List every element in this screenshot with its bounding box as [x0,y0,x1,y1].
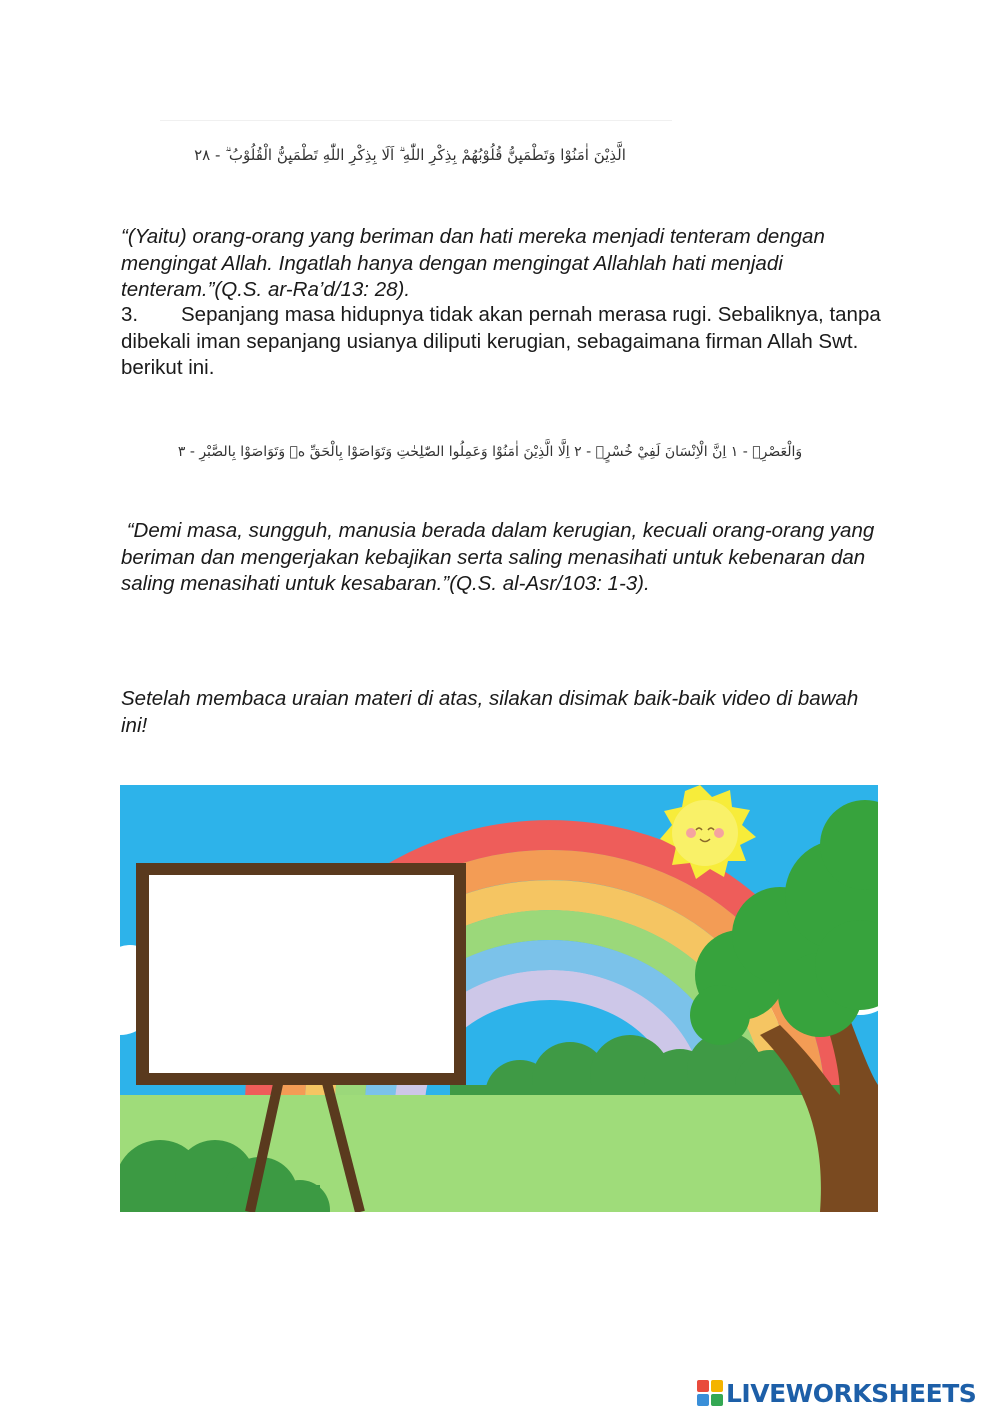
point-3-paragraph [121,302,881,382]
whiteboard-surface [149,875,454,1073]
video-player[interactable] [120,785,878,1212]
translation-al-asr: “Demi masa, sungguh, manusia berada dalam kerugian, kecuali orang-orang yang beriman dan mengerjakan kebajikan serta saling menasihati untuk kebenaran dan saling menasihati untuk kesabaran.”(Q.S. al-Asr/103: 1-3). [121,519,880,595]
point-3-text: Sepanjang masa hidupnya tidak akan pernah merasa rugi. Sebaliknya, tanpa dibekali iman sepanjang usianya diliputi kerugian, sebagaimana firman Allah Swt. berikut ini. [121,303,881,379]
video-thumbnail-illustration [120,785,878,1212]
logo-square-green [711,1394,723,1406]
arabic-verse-al-asr: وَالْعَصْرِۙ - ١ اِنَّ الْاِنْسَانَ لَفِيْ خُسْرٍۙ - ٢ اِلَّا الَّذِيْنَ اٰمَنُوْا وَعَمِلُوا الصّٰلِحٰتِ وَتَوَاصَوْا بِالْحَقِّ ەۙ وَتَوَاصَوْا بِالصَّبْرِ - ٣ [177,444,803,460]
logo-square-yellow [711,1380,723,1392]
liveworksheets-branding[interactable] [697,1377,976,1409]
logo-square-blue [697,1394,709,1406]
point-3-number: 3. [121,303,139,326]
arabic-verse-ar-rad: الَّذِيْنَ اٰمَنُوْا وَتَطْمَىِٕنُّ قُلُوْبُهُمْ بِذِكْرِ اللّٰهِ ۗ اَلَا بِذِكْرِ اللّٰهِ تَطْمَىِٕنُّ الْقُلُوْبُ ۗ - ٢٨ [194,146,626,164]
translation-ar-rad: “(Yaitu) orang-orang yang beriman dan hati mereka menjadi tenteram dengan mengingat Allah. Ingatlah hanya dengan mengingat Allahlah hati menjadi tenteram.”(Q.S. ar-Ra’d/13: 28). [121,225,825,301]
logo-square-red [697,1380,709,1392]
liveworksheets-logo-icon [697,1380,723,1406]
divider-line [160,120,672,121]
brand-name: LIVEWORKSHEETS [726,1378,977,1408]
instruction-text: Setelah membaca uraian materi di atas, silakan disimak baik-baik video di bawah ini! [121,687,859,737]
